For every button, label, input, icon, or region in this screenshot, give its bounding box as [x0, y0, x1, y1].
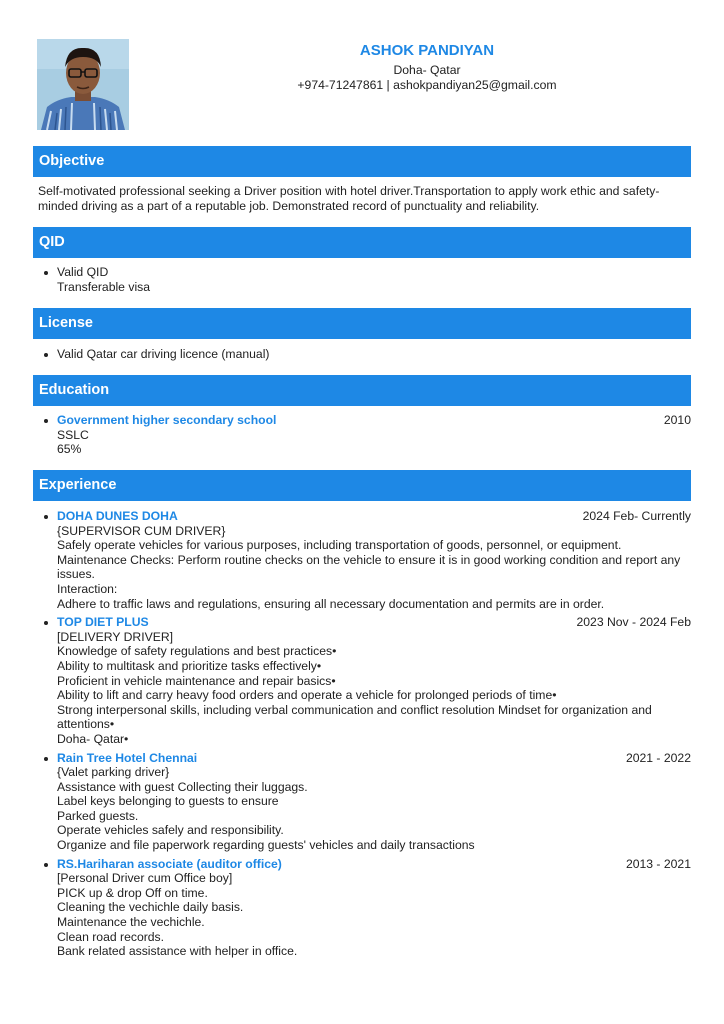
- entry-line: Maintenance the vechichle.: [57, 915, 205, 930]
- entry-line: Bank related assistance with helper in office.: [57, 944, 298, 959]
- entry-line: Interaction:: [57, 581, 118, 596]
- list-item: [38, 615, 691, 746]
- entry-line: {SUPERVISOR CUM DRIVER}: [57, 523, 226, 538]
- candidate-name: ASHOK PANDIYAN: [359, 42, 495, 59]
- qid-line: Transferable visa: [57, 279, 151, 294]
- entry-line: Operate vehicles safely and responsibility.: [57, 823, 284, 838]
- entry-date: 2023 Nov - 2024 Feb: [576, 615, 691, 630]
- list-item: [38, 347, 691, 362]
- entry-title: RS.Hariharan associate (auditor office): [57, 856, 282, 871]
- section-header-education: Education: [33, 375, 691, 406]
- entry-line: Label keys belonging to guests to ensure: [57, 794, 279, 809]
- resume-header: [160, 42, 694, 93]
- qid-line: Valid QID: [57, 265, 109, 279]
- list-item: [38, 751, 691, 853]
- entry-line: SSLC: [57, 427, 89, 442]
- entry-date: 2024 Feb- Currently: [582, 509, 691, 523]
- entry-line: Strong interpersonal skills, including verbal communication and conflict resolution Mindset for organization and attentions•: [57, 702, 652, 732]
- entry-line: [Personal Driver cum Office boy]: [57, 871, 233, 886]
- entry-line: Organize and file paperwork regarding guests' vehicles and daily transactions: [57, 838, 475, 853]
- entry-line: Cleaning the vechichle daily basis.: [57, 900, 244, 915]
- section-header-objective: Objective: [33, 146, 691, 177]
- entry-line: Assistance with guest Collecting their luggags.: [57, 779, 308, 794]
- entry-title: DOHA DUNES DOHA: [57, 509, 178, 523]
- license-list: [38, 347, 691, 362]
- experience-list: [38, 509, 691, 959]
- list-item: [38, 265, 691, 294]
- entry-line: Parked guests.: [57, 808, 139, 823]
- entry-title: Rain Tree Hotel Chennai: [57, 750, 198, 765]
- entry-line: [DELIVERY DRIVER]: [57, 629, 174, 644]
- section-header-license: License: [33, 308, 691, 339]
- entry-line: Adhere to traffic laws and regulations, ensuring all necessary documentation and permits are in order.: [57, 596, 605, 611]
- entry-date: 2010: [663, 413, 691, 427]
- entry-line: Knowledge of safety regulations and best practices•: [57, 644, 337, 659]
- entry-line: PICK up & drop Off on time.: [57, 885, 208, 900]
- entry-line: Maintenance Checks: Perform routine checks on the vehicle to ensure it is in good working condition and report any issues.: [57, 552, 681, 582]
- contact-info: +974-71247861 | ashokpandiyan25@gmail.com: [297, 78, 557, 92]
- entry-date: 2013 - 2021: [625, 856, 691, 871]
- entry-date: 2021 - 2022: [625, 750, 691, 765]
- profile-photo: [37, 39, 129, 130]
- qid-list: [38, 265, 691, 294]
- list-item: [38, 857, 691, 959]
- entry-line: Proficient in vehicle maintenance and repair basics•: [57, 673, 336, 688]
- section-header-qid: QID: [33, 227, 691, 258]
- section-header-experience: Experience: [33, 470, 691, 501]
- list-item: [38, 509, 691, 611]
- entry-line: Ability to lift and carry heavy food orders and operate a vehicle for prolonged periods of time•: [57, 688, 557, 703]
- entry-title: TOP DIET PLUS: [57, 615, 149, 630]
- entry-line: Safely operate vehicles for various purposes, including transportation of goods, personnel, or equipment.: [57, 538, 622, 553]
- entry-line: 65%: [57, 442, 82, 457]
- education-list: [38, 413, 691, 457]
- entry-line: Clean road records.: [57, 929, 165, 944]
- entry-line: Ability to multitask and prioritize tasks effectively•: [57, 658, 322, 673]
- entry-line: Doha- Qatar•: [57, 731, 129, 746]
- license-line: Valid Qatar car driving licence (manual): [57, 347, 270, 361]
- location: Doha- Qatar: [393, 63, 461, 77]
- entry-title: Government higher secondary school: [57, 413, 277, 427]
- objective-text: Self-motivated professional seeking a Driver position with hotel driver.Transportation to apply work ethic and safety-minded driving as a part of a reputable job. Demonstrated record of punctuality and reliability.: [38, 184, 660, 213]
- entry-line: {Valet parking driver}: [57, 765, 170, 780]
- list-item: [38, 413, 691, 457]
